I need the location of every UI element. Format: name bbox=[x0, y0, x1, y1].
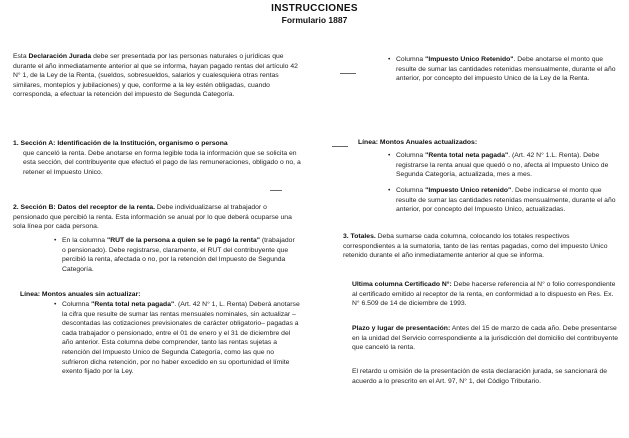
bullet-icon: • bbox=[388, 187, 391, 194]
document-subtitle: Formulario 1887 bbox=[281, 15, 348, 25]
retardo-text: El retardo u omisión de la presentación de esta declaración jurada, se sancionará de acuerdo a lo prescrito en el Art. 97, N° 1, del Código Tributario. bbox=[352, 368, 608, 385]
ultima-columna-label: Ultima columna Certificado N°: bbox=[352, 281, 452, 288]
section-b-label: 2. Sección B: bbox=[13, 204, 56, 211]
scan-dash bbox=[332, 146, 348, 147]
linea-sin-actualizar bbox=[20, 290, 300, 300]
intro-rest: debe ser presentada por las personas naturales o jurídicas que durante el año inmediatamente anterior al que se informa, hayan pagado rentas del artículo 42 N° 1, de la Ley de la Renta, (sueldos, sobresueldos, salarios y cualesquiera otras rentas similares, montepíos y jubilaciones) y que, conforme a la ley estén obligadas, cuando corresponda, a efectuar la retención del impuesto de Segunda Categoría. bbox=[13, 53, 298, 99]
plazo-paragraph bbox=[352, 324, 618, 353]
scan-dash bbox=[270, 190, 282, 191]
plazo-label: Plazo y lugar de presentación: bbox=[352, 325, 451, 332]
scan-dash bbox=[340, 73, 356, 74]
col2-bold: "Impuesto Unico Retenido" bbox=[425, 56, 514, 63]
section-a-paragraph bbox=[13, 139, 303, 177]
rut-text: (trabajador o pensionado). Debe registrarse, claramente, el RUT del contribuyente que percibió la renta, afectada o no, por la retención del Impuesto de Segunda Categoría. bbox=[62, 237, 295, 273]
col-impuesto-retenido-paragraph bbox=[396, 55, 618, 84]
bullet-icon: • bbox=[54, 301, 57, 308]
col4-pre: Columna bbox=[396, 187, 426, 194]
totales-text: Deba sumarse cada columna, colocando los totales respectivos correspondientes a la sumatoria, tanto de las rentas pagadas, como del impuesto Unico retenido durante el año inmediatamente anterior al que se informa. bbox=[343, 233, 608, 260]
col-renta-total-paragraph bbox=[62, 300, 300, 377]
linea-sin-actualizar-title: Línea: Montos anuales sin actualizar: bbox=[20, 291, 141, 298]
col1-pre: Columna bbox=[62, 301, 92, 308]
col-impuesto-actualizado-paragraph bbox=[396, 186, 618, 215]
rut-bold: "RUT de la persona a quien se le pagó la renta" bbox=[106, 237, 260, 244]
linea-actualizados bbox=[358, 138, 618, 148]
col-renta-actualizada-paragraph bbox=[396, 151, 618, 180]
plazo-text: Antes del 15 de marzo de cada año. Debe presentarse en la unidad del Servicio correspondiente a la jurisdicción del domicilio del contribuyente que canceló la renta. bbox=[352, 325, 618, 352]
section-b-paragraph bbox=[13, 203, 303, 232]
col4-bold: "Impuesto Unico retenido" bbox=[425, 187, 512, 194]
bullet-icon: • bbox=[54, 237, 57, 244]
intro-bold: Declaración Jurada bbox=[28, 53, 92, 60]
col4-text: . Debe indicarse el monto que resulte de sumar las cantidades retenidas mensualmente, durante el año anterior, por concepto del Impuesto Unico, actualizadas. bbox=[396, 187, 616, 214]
rut-paragraph bbox=[62, 236, 297, 274]
section-a-label: 1. Sección A: Identificación de la Institución, organismo o persona bbox=[13, 140, 228, 147]
col1-bold: "Renta total neta pagada" bbox=[91, 301, 175, 308]
intro-paragraph bbox=[13, 52, 303, 100]
section-b-bold: Datos del receptor de la renta. bbox=[55, 204, 156, 211]
col3-bold: "Renta total neta pagada" bbox=[425, 152, 509, 159]
section-a-text: que canceló la renta. Debe anotarse en forma legible toda la información que se solicita en esta sección, del contribuyente que efectuó el pago de las remuneraciones, obligado o no, a retener el Impuesto Unico. bbox=[23, 149, 301, 176]
bullet-icon: • bbox=[388, 152, 391, 159]
col3-pre: Columna bbox=[396, 152, 426, 159]
ultima-columna-text: Debe hacerse referencia al N° o folio correspondiente al certificado emitido al receptor de la renta, en conformidad a lo dispuesto en Res. Ex. N° 6.509 de 14 de diciembre de 1993. bbox=[352, 281, 616, 308]
totales-paragraph bbox=[343, 232, 618, 261]
document-title: INSTRUCCIONES bbox=[271, 3, 358, 14]
section-b-text: Debe individualizarse al trabajador o pensionado que percibió la renta. Esta información se anual por lo que deberá ocuparse una sola línea por cada persona. bbox=[13, 204, 292, 231]
ultima-columna-paragraph bbox=[352, 280, 618, 309]
col2-text: . Debe anotarse el monto que resulte de sumar las cantidades retenidas mensualmente, durante el año anterior, por concepto del impuesto Unico de la Ley de la Renta. bbox=[396, 56, 616, 83]
intro-pre: Esta bbox=[13, 53, 29, 60]
bullet-icon: • bbox=[388, 56, 391, 63]
rut-pre: En la columna bbox=[62, 237, 107, 244]
retardo-paragraph bbox=[352, 367, 618, 386]
totales-label: 3. Totales. bbox=[343, 233, 376, 240]
col2-pre: Columna bbox=[396, 56, 426, 63]
col3-text: . (Art. 42 N° 1.L. Renta). Debe registrarse la renta anual que quedó o no, afecta al Impuesto Unico de Segunda Categoría, actualizada, mes a mes. bbox=[396, 152, 609, 179]
col1-text: . (Art. 42 N° 1, L. Renta) Deberá anotarse la cifra que resulte de sumar las rentas mensuales nominales, sin actualizar –descontadas las cotizaciones previsionales de carácter obligatorio– pagadas a cada trabajador o pensionado, entre el 01 de enero y el 31 de diciembre del año anterior. Esta columna debe comprender, tanto las rentas sujetas a retención del Impuesto Unico de Segunda Categoría, como las que no sufrieron dicha retención, por no haber excedido en su oportunidad el límite exento fijado por la Ley. bbox=[62, 301, 300, 376]
linea-actualizados-title: Línea: Montos Anuales actualizados: bbox=[358, 139, 478, 146]
